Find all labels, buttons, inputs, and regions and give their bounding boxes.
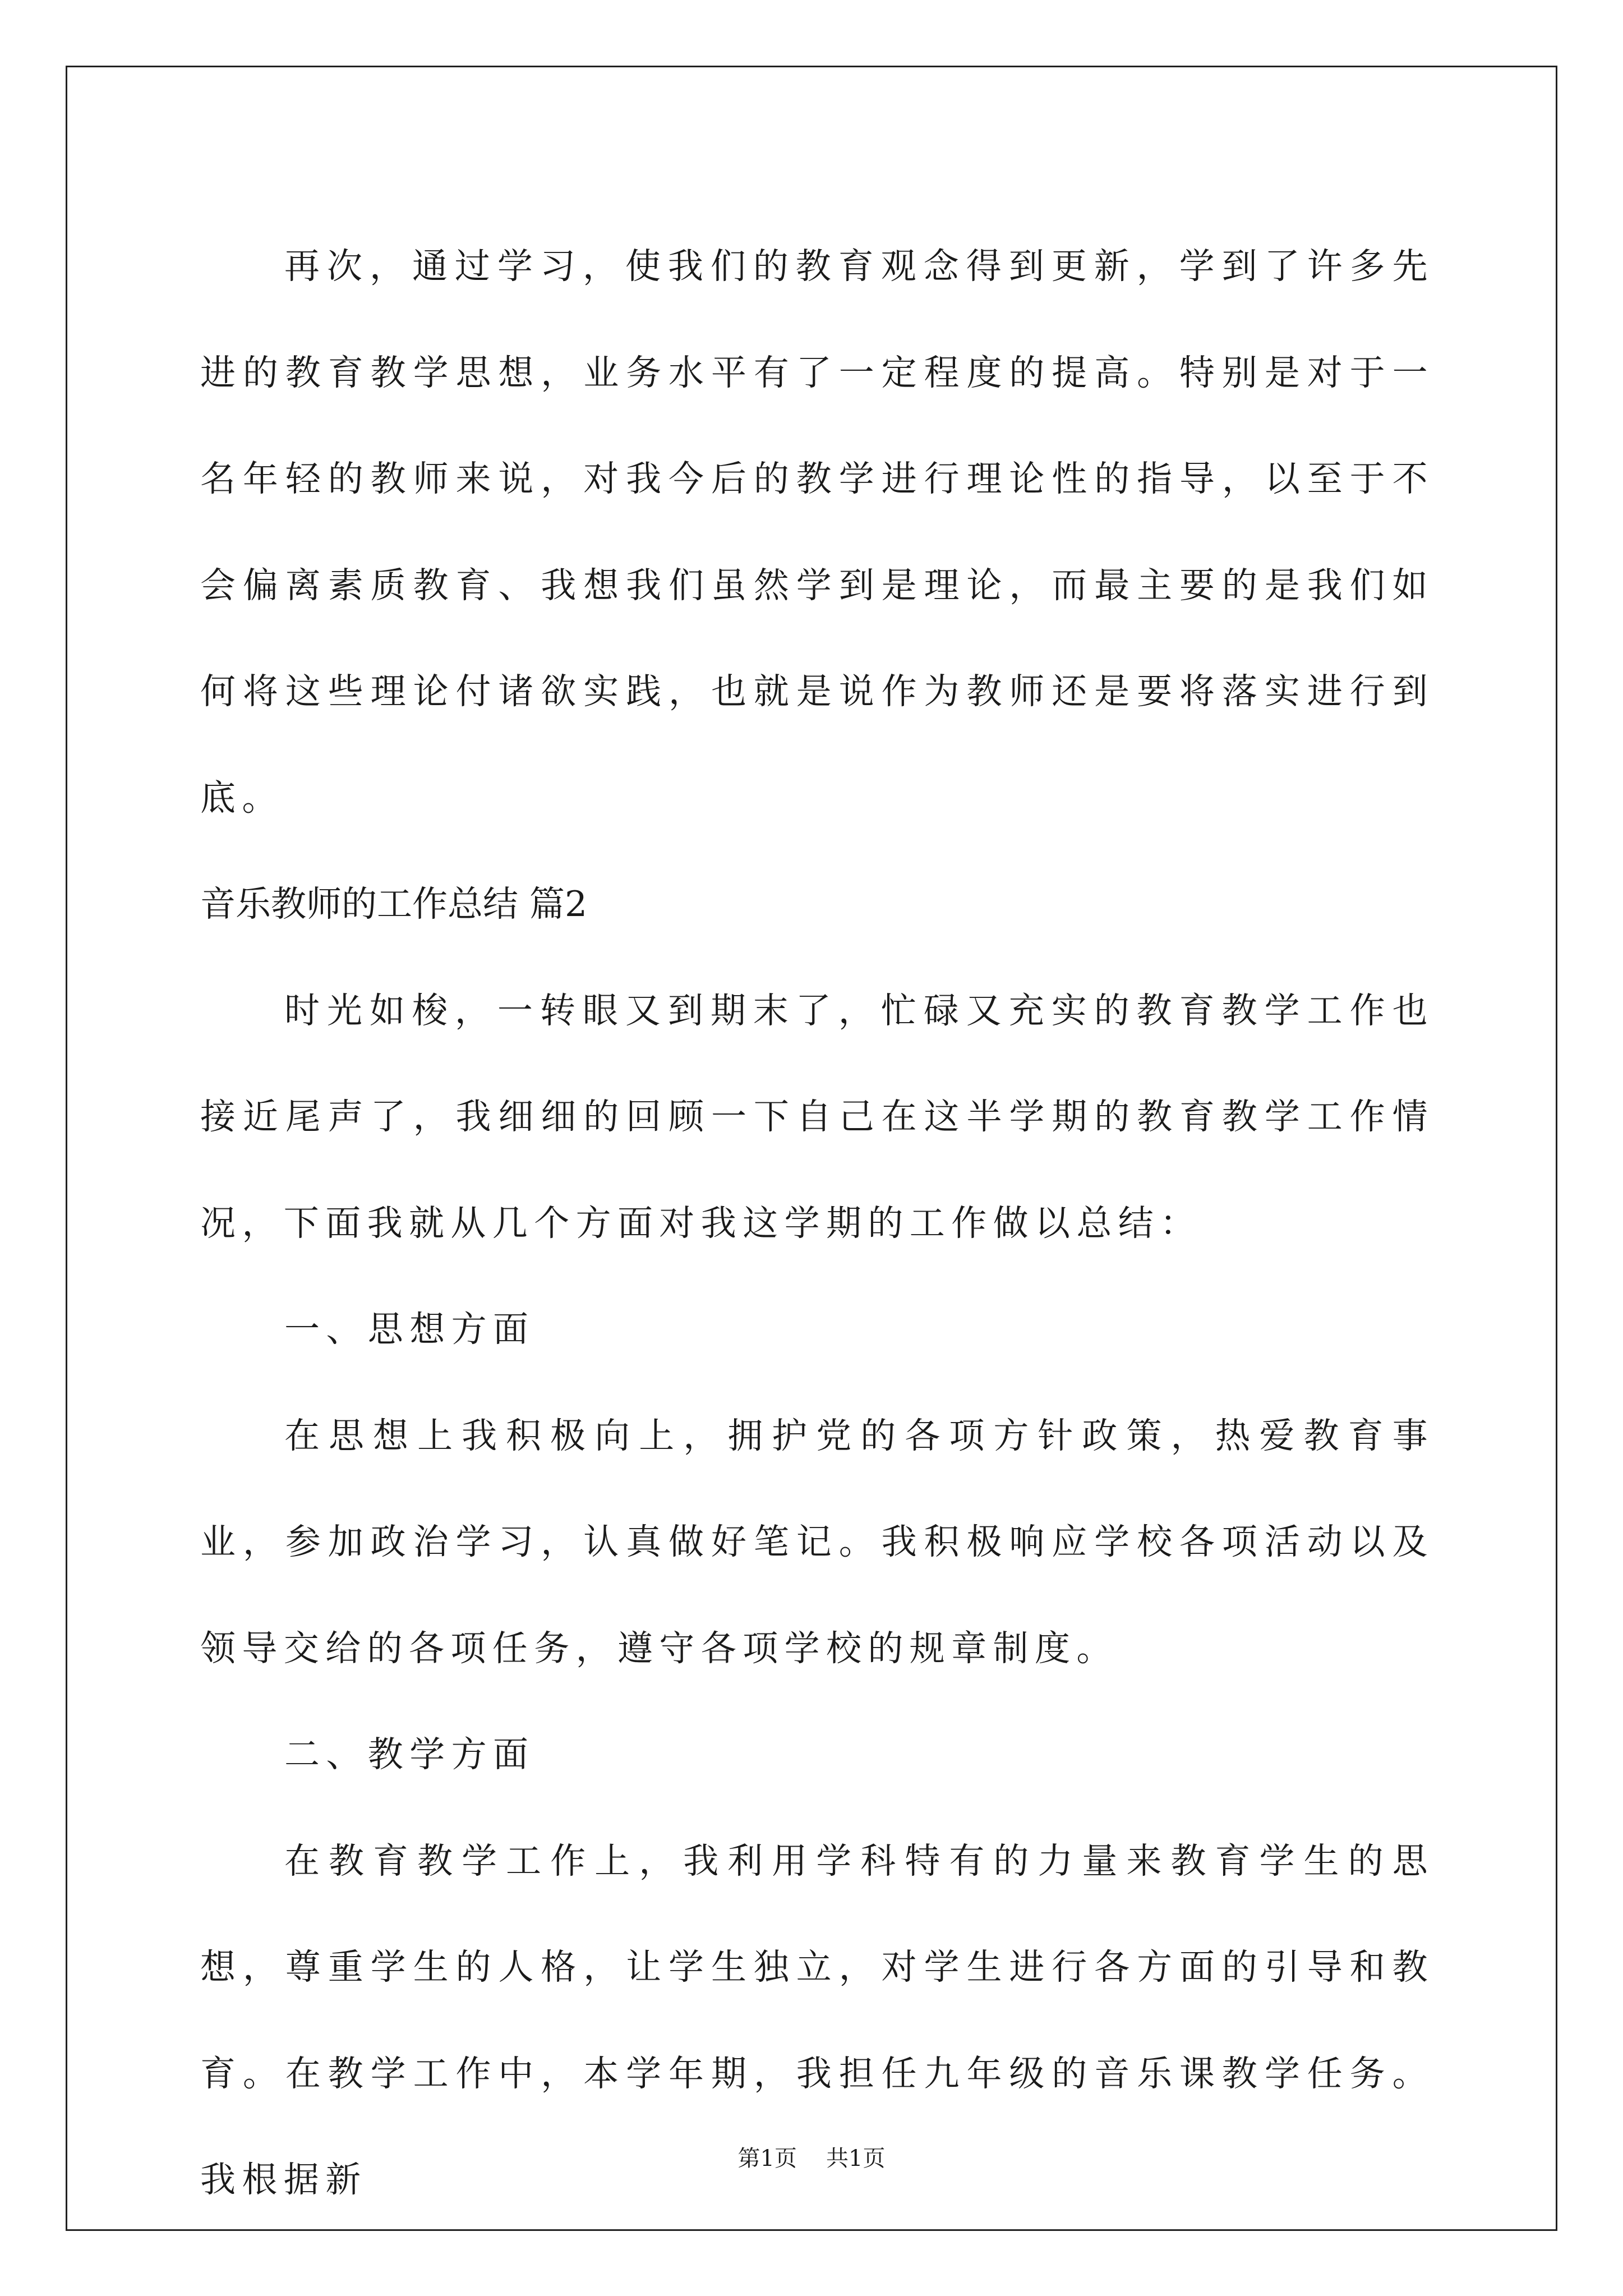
page-total: 共1页 — [826, 2146, 886, 2171]
section-heading: 音乐教师的工作总结 篇2 — [200, 884, 588, 924]
page-footer — [0, 2142, 1623, 2175]
subheading-thought: 一、思想方面 — [284, 1309, 535, 1350]
paragraph: 时光如梭，一转眼又到期末了，忙碌又充实的教育教学工作也接近尾声了，我细细的回顾一下自己在这半学期的教育教学工作情况，下面我就从几个方面对我这学期的工作做以总结： — [200, 990, 1434, 1244]
paragraph: 在思想上我积极向上，拥护党的各项方针政策，热爱教育事业，参加政治学习，认真做好笔记。我积极响应学校各项活动以及领导交给的各项任务，遵守各项学校的规章制度。 — [200, 1415, 1434, 1669]
paragraph: 再次，通过学习，使我们的教育观念得到更新，学到了许多先进的教育教学思想，业务水平有了一定程度的提高。特别是对于一名年轻的教师来说，对我今后的教学进行理论性的指导，以至于不会偏离素质教育、我想我们虽然学到是理论，而最主要的是我们如何将这些理论付诸欲实践，也就是说作为教师还是要将落实进行到底。 — [200, 246, 1434, 818]
document-body — [200, 213, 1434, 2233]
paragraph: 在教育教学工作上，我利用学科特有的力量来教育学生的思想，尊重学生的人格，让学生独立，对学生进行各方面的引导和教育。在教学工作中，本学年期，我担任九年级的音乐课教学任务。我根据新 — [200, 1840, 1434, 2200]
page-number: 第1页 — [737, 2146, 797, 2171]
subheading-teaching: 二、教学方面 — [284, 1734, 535, 1775]
